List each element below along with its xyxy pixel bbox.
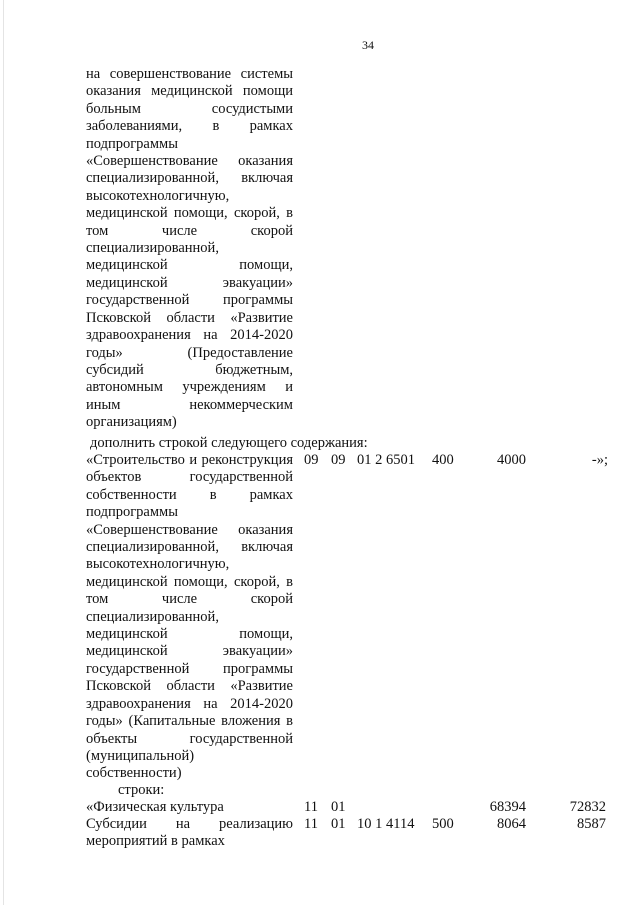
new-row-amount-first: 4000 <box>497 452 526 468</box>
subsidies-target-article: 10 1 4114 <box>357 816 415 832</box>
physical-culture-section: 11 <box>304 799 318 815</box>
subsidies-section: 11 <box>304 816 318 832</box>
physical-culture-amount-first: 68394 <box>489 799 526 815</box>
new-row-description: «Строительство и реконструкция объектов государственной собственности в рамках подпрограммы «Совершенствование оказания специализированной, включая высокотехнологичную, медицинской помощи, скорой, в том числе скорой специализированной, медицинской помощи, медицинской эвакуации» государственной программы Псковской области «Развитие здравоохранения на 2014-2020 годы» (Капитальные вложения в объекты государственной (муниципальной) собственности) <box>86 452 293 782</box>
physical-culture-subsection: 01 <box>331 799 346 815</box>
strings-instruction: строки: <box>118 782 165 798</box>
subsidies-amount-second: 8587 <box>577 816 606 832</box>
subsidies-expense-type: 500 <box>432 816 454 832</box>
physical-culture-description: «Физическая культура <box>86 799 224 815</box>
page-number: 34 <box>362 38 374 52</box>
subsidies-amount-first: 8064 <box>497 816 526 832</box>
first-row-description: на совершенствование системы оказания медицинской помощи больным сосудистыми заболеваниями, в рамках подпрограммы «Совершенствование оказания специализированной, включая высокотехнологичную, медицинской помощи, скорой, в том числе скорой специализированной, медицинской помощи, медицинской эвакуации» государственной программы Псковской области «Развитие здравоохранения на 2014-2020 годы» (Предоставление субсидий бюджетным, автономным учреждениям и иным некоммерческим организациям) <box>86 66 293 431</box>
subsidies-description: Субсидии на реализацию мероприятий в рамках <box>86 816 293 850</box>
scan-fold-line <box>3 0 4 905</box>
physical-culture-amount-second: 72832 <box>569 799 606 815</box>
new-row-target-article: 01 2 6501 <box>357 452 415 468</box>
subsidies-subsection: 01 <box>331 816 346 832</box>
new-row-amount-second: -»; <box>591 452 608 468</box>
new-row-expense-type: 400 <box>432 452 454 468</box>
new-row-section: 09 <box>304 452 319 468</box>
new-row-subsection: 09 <box>331 452 346 468</box>
supplement-instruction: дополнить строкой следующего содержания: <box>90 435 368 451</box>
